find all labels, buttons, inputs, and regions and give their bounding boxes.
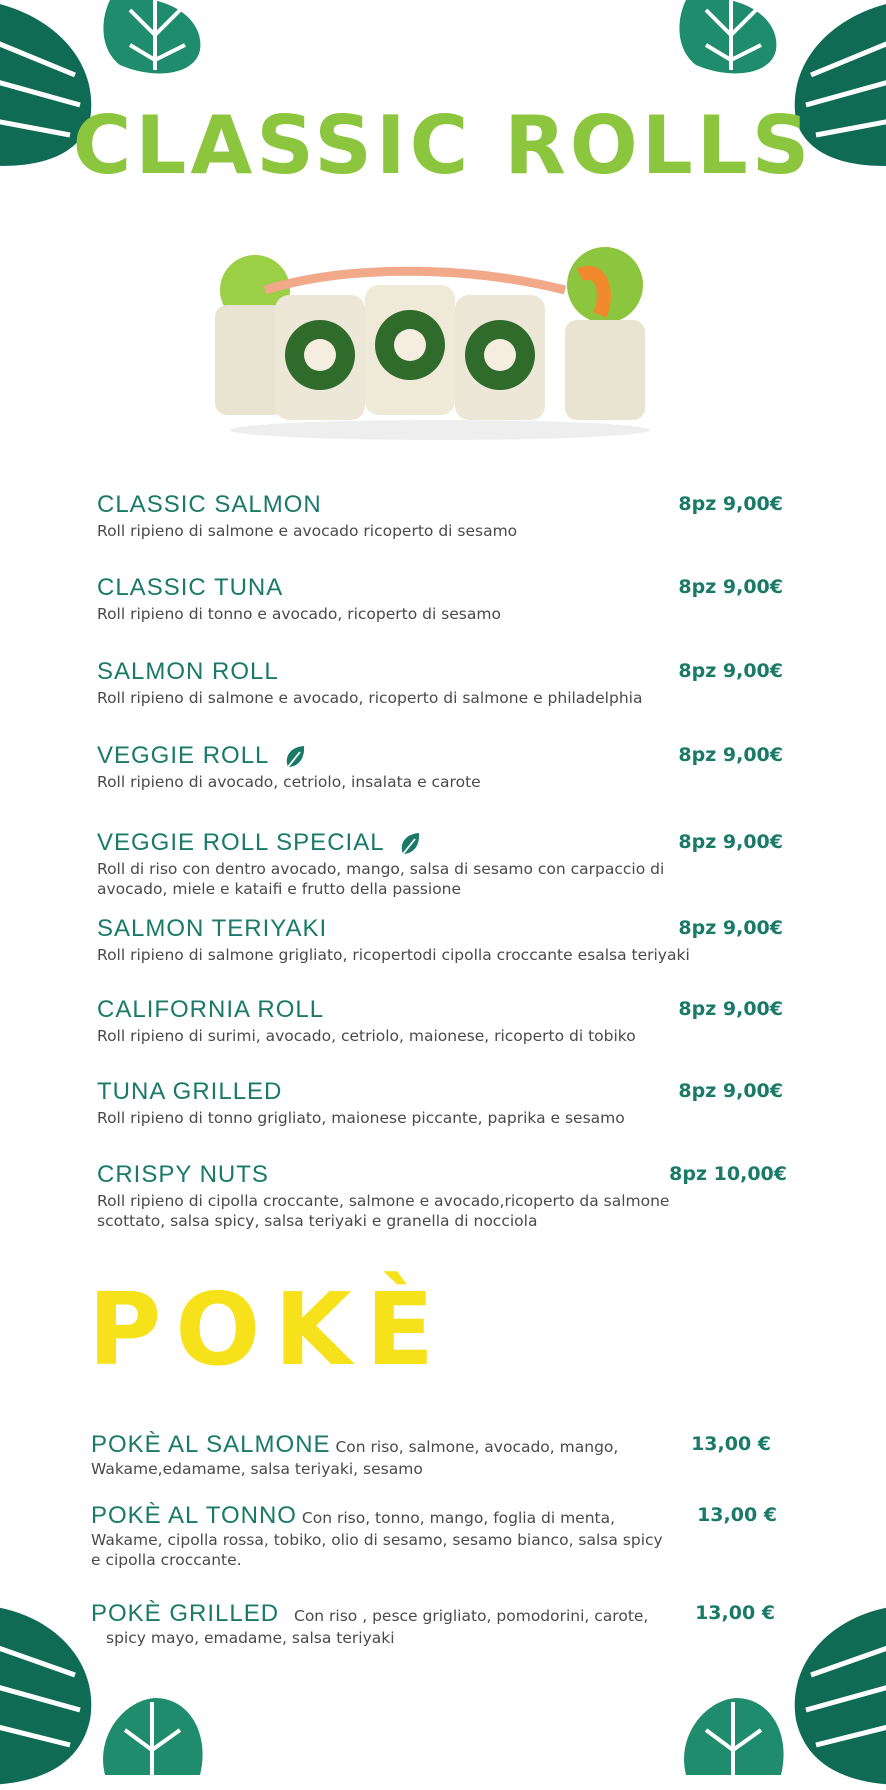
- page-title: CLASSIC ROLLS: [72, 99, 814, 192]
- item-description: Wakame,edamame, salsa teriyaki, sesamo: [91, 1460, 423, 1478]
- item-price: 13,00 €: [697, 1504, 777, 1526]
- item-name: VEGGIE ROLL SPECIAL: [97, 829, 384, 856]
- item-description: Con riso , pesce grigliato, pomodorini, carote,: [294, 1607, 649, 1625]
- item-name: POKÈ AL TONNO: [91, 1502, 297, 1529]
- item-price: 8pz 9,00€: [678, 660, 783, 682]
- item-price: 8pz 9,00€: [678, 1080, 783, 1102]
- vegetarian-leaf-icon: [399, 832, 421, 856]
- list-item: [91, 1502, 791, 1570]
- item-description: Roll ripieno di surimi, avocado, cetriolo, maionese, ricoperto di tobiko: [97, 1027, 636, 1045]
- item-name: CLASSIC TUNA: [97, 574, 284, 601]
- list-item: [97, 491, 797, 541]
- item-price: 13,00 €: [691, 1433, 771, 1455]
- sushi-rolls-image: [205, 245, 675, 445]
- item-price: 8pz 9,00€: [678, 744, 783, 766]
- list-item: [97, 574, 797, 624]
- monstera-leaf-icon: [676, 1690, 791, 1780]
- item-name: SALMON ROLL: [97, 658, 279, 685]
- item-name: VEGGIE ROLL: [97, 742, 269, 769]
- monstera-leaf-icon: [776, 1600, 886, 1790]
- item-description: Con riso, tonno, mango, foglia di menta,: [301, 1509, 616, 1527]
- item-price: 8pz 9,00€: [678, 831, 783, 853]
- list-item: [97, 915, 797, 965]
- item-price: 8pz 9,00€: [678, 917, 783, 939]
- item-name: CALIFORNIA ROLL: [97, 996, 325, 1023]
- item-price: 8pz 10,00€: [669, 1163, 787, 1185]
- item-description: Wakame, cipolla rossa, tobiko, olio di sesamo, sesamo bianco, salsa spicy e cipolla croccante.: [91, 1531, 663, 1569]
- list-item: [91, 1431, 791, 1479]
- list-item: [97, 996, 797, 1046]
- item-description: Roll di riso con dentro avocado, mango, salsa di sesamo con carpaccio di avocado, miele e kataifi e frutto della passione: [97, 860, 665, 898]
- monstera-leaf-icon: [95, 1690, 210, 1780]
- item-description: Roll ripieno di avocado, cetriolo, insalata e carote: [97, 773, 481, 791]
- monstera-leaf-icon: [676, 0, 786, 80]
- item-price: 8pz 9,00€: [678, 493, 783, 515]
- list-item: [97, 742, 797, 792]
- item-name: POKÈ GRILLED: [91, 1600, 280, 1627]
- item-name: CRISPY NUTS: [97, 1161, 269, 1188]
- item-description: Roll ripieno di cipolla croccante, salmone e avocado,ricoperto da salmone scottato, salsa spicy, salsa teriyaki e granella di nocciola: [97, 1192, 670, 1230]
- list-item: [97, 1078, 797, 1128]
- item-description: spicy mayo, emadame, salsa teriyaki: [106, 1629, 395, 1647]
- monstera-leaf-icon: [100, 0, 210, 80]
- item-price: 13,00 €: [695, 1602, 775, 1624]
- item-name: TUNA GRILLED: [97, 1078, 283, 1105]
- vegetarian-leaf-icon: [284, 745, 306, 769]
- item-price: 8pz 9,00€: [678, 576, 783, 598]
- list-item: [97, 829, 797, 899]
- item-name: SALMON TERIYAKI: [97, 915, 328, 942]
- list-item: [91, 1600, 791, 1648]
- item-description: Roll ripieno di salmone e avocado, ricoperto di salmone e philadelphia: [97, 689, 643, 707]
- item-description: Roll ripieno di salmone grigliato, ricopertodi cipolla croccante esalsa teriyaki: [97, 946, 690, 964]
- list-item: [97, 1161, 797, 1231]
- item-description: Roll ripieno di tonno grigliato, maionese piccante, paprika e sesamo: [97, 1109, 625, 1127]
- item-name: POKÈ AL SALMONE: [91, 1431, 331, 1458]
- item-description: Roll ripieno di salmone e avocado ricoperto di sesamo: [97, 522, 518, 540]
- item-price: 8pz 9,00€: [678, 998, 783, 1020]
- item-description: Roll ripieno di tonno e avocado, ricoperto di sesamo: [97, 605, 501, 623]
- list-item: [97, 658, 797, 708]
- item-description: Con riso, salmone, avocado, mango,: [335, 1438, 619, 1456]
- item-name: CLASSIC SALMON: [97, 491, 322, 518]
- section-title: POKÈ: [88, 1271, 449, 1388]
